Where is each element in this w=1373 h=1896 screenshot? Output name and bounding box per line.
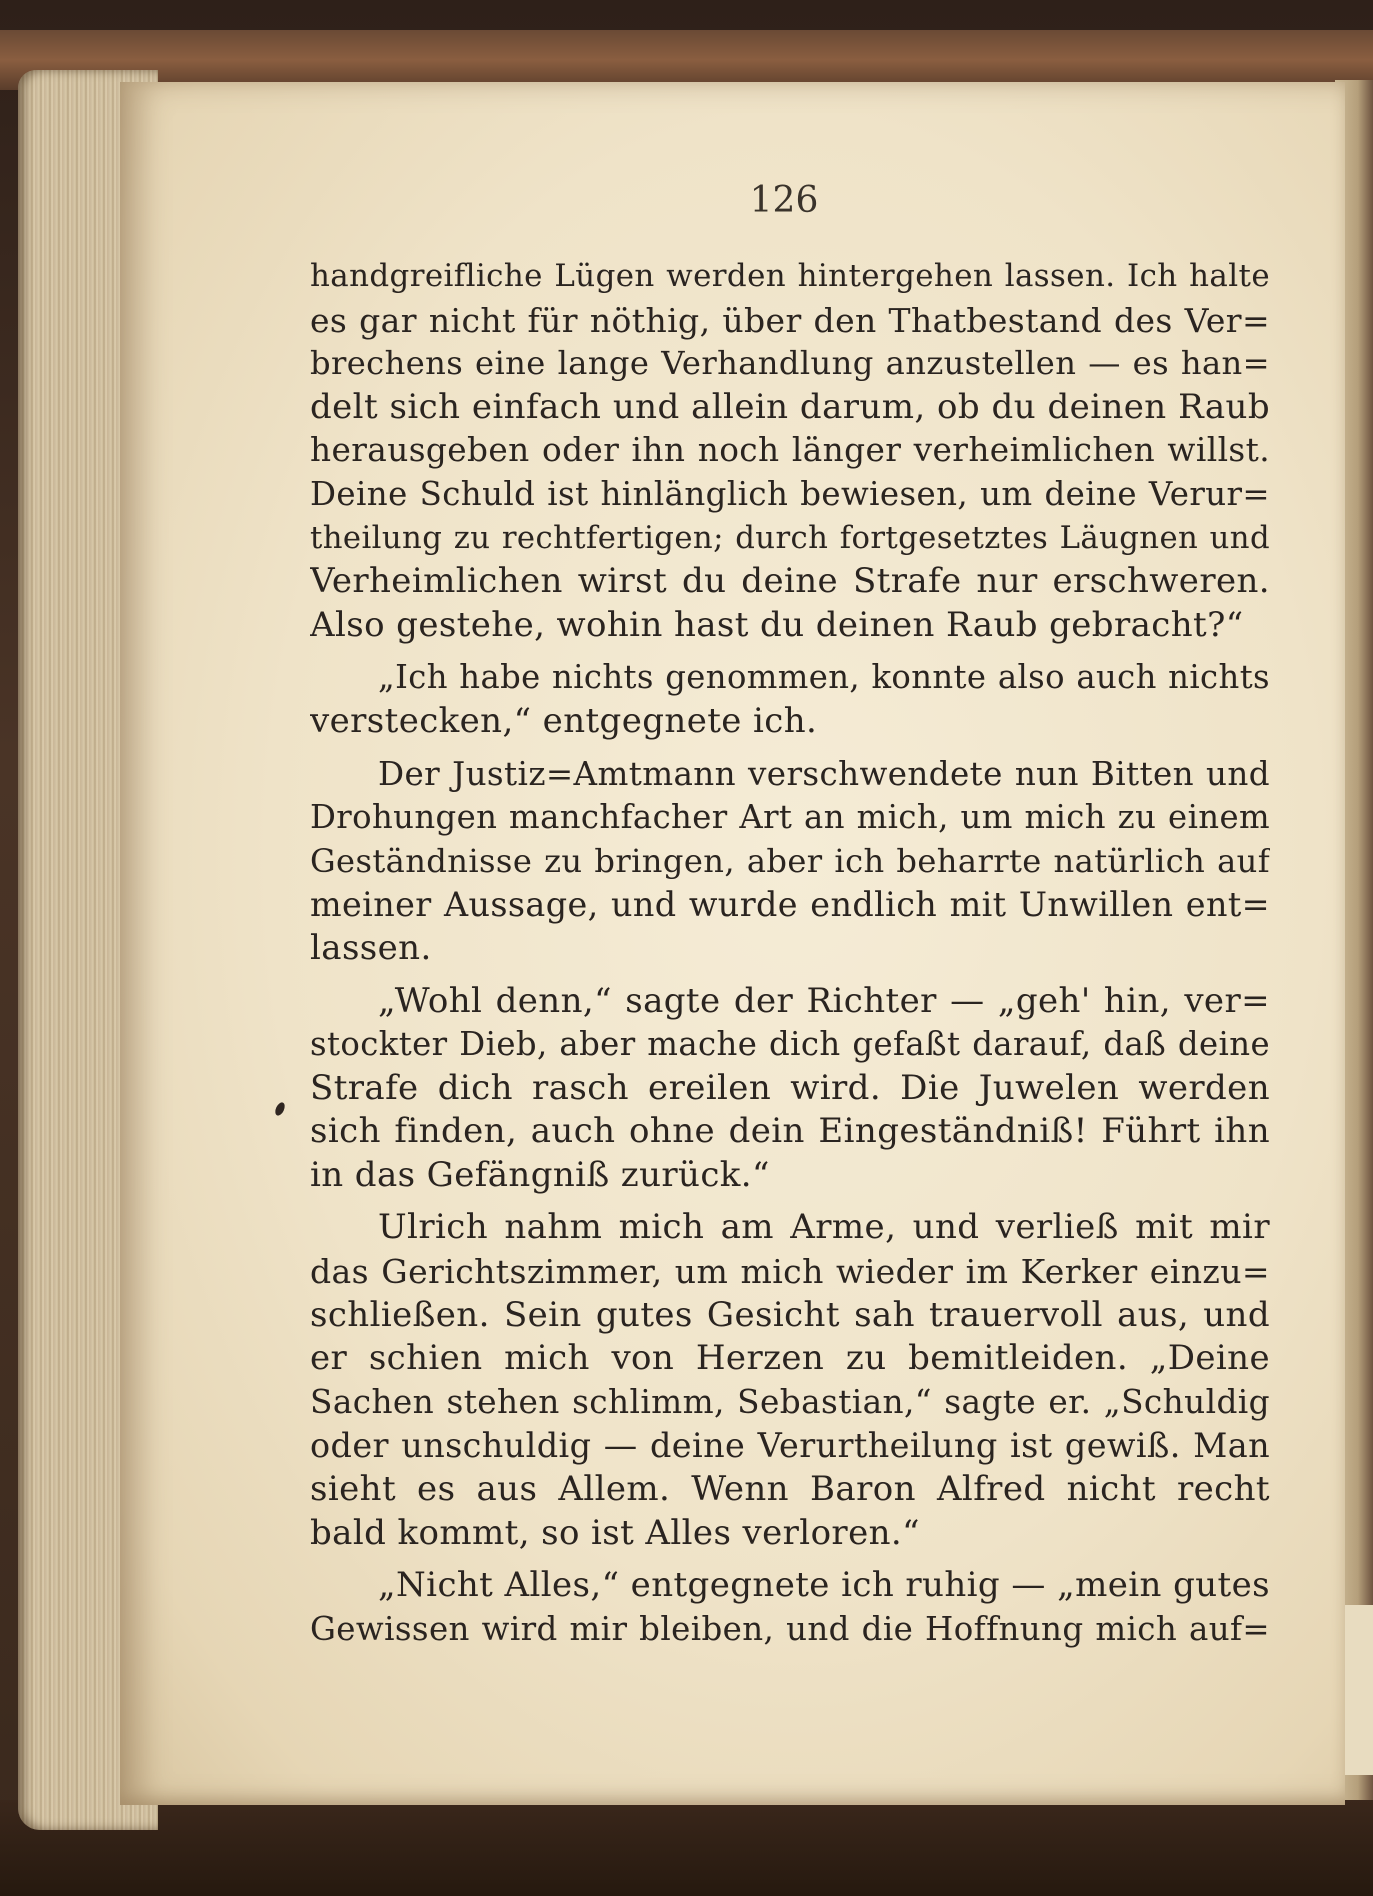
text-line: brechens eine lange Verhandlung anzustellen — es han= (310, 344, 1270, 383)
text-line: schließen. Sein gutes Gesicht sah trauervoll aus, und (310, 1294, 1270, 1335)
text-line: Sachen stehen schlimm, Sebastian,“ sagte er. „Schuldig (310, 1382, 1270, 1421)
text-line: Der Justiz=Amtmann verschwendete nun Bitten und (378, 754, 1270, 793)
text-line: sieht es aus Allem. Wenn Baron Alfred nicht recht (310, 1469, 1270, 1510)
text-line: theilung zu rechtfertigen; durch fortgesetztes Läugnen und (310, 520, 1270, 556)
text-line: „Wohl denn,“ sagte der Richter — „geh' hin, ver= (378, 980, 1270, 1021)
text-line: Ulrich nahm mich am Arme, und verließ mit mir (378, 1207, 1270, 1248)
text-line: herausgeben oder ihn noch länger verheimlichen willst. (310, 431, 1270, 470)
text-line: verstecken,“ entgegnete ich. (310, 700, 818, 741)
paragraph-gap (310, 744, 1270, 753)
text-line: Drohungen manchfacher Art an mich, um mich zu einem (310, 798, 1270, 837)
text-line: in das Gefängniß zurück.“ (310, 1154, 770, 1195)
text-line: Geständnisse zu bringen, aber ich beharrte natürlich auf (310, 841, 1270, 880)
text-line: es gar nicht für nöthig, über den Thatbestand des Ver= (310, 300, 1270, 340)
text-line: sich finden, auch ohne dein Eingeständniß! Führt ihn (310, 1111, 1270, 1152)
text-line: meiner Aussage, und wurde endlich mit Unwillen ent= (310, 885, 1270, 925)
book-cover-bottom-edge (0, 1800, 1373, 1896)
text-line: delt sich einfach und allein darum, ob du deinen Raub (310, 386, 1270, 427)
text-line: Deine Schuld ist hinlänglich bewiesen, um deine Verur= (310, 474, 1270, 513)
book-cover-top-edge (0, 30, 1373, 90)
page-number: 126 (749, 180, 819, 221)
paragraph-gap (310, 1555, 1270, 1564)
paragraph-gap (310, 647, 1270, 656)
text-line: Gewissen wird mir bleiben, und die Hoffnung mich auf= (310, 1609, 1270, 1648)
text-line: Also gestehe, wohin hast du deinen Raub gebracht?“ (310, 604, 1244, 645)
text-line: lassen. (310, 927, 432, 968)
text-line: handgreifliche Lügen werden hintergehen lassen. Ich halte (310, 258, 1270, 294)
text-line: oder unschuldig — deine Verurtheilung ist gewiß. Man (310, 1426, 1270, 1466)
text-line: „Ich habe nichts genommen, konnte also auch nichts (378, 658, 1270, 697)
text-line: „Nicht Alles,“ entgegnete ich ruhig — „mein gutes (378, 1565, 1270, 1606)
text-line: er schien mich von Herzen zu bemitleiden. „Deine (310, 1338, 1270, 1379)
text-line: stockter Dieb, aber mache dich gefaßt darauf, daß deine (310, 1025, 1270, 1064)
text-line: bald kommt, so ist Alles verloren.“ (310, 1512, 920, 1553)
text-line: das Gerichtszimmer, um mich wieder im Kerker einzu= (310, 1252, 1270, 1292)
text-line: Strafe dich rasch ereilen wird. Die Juwelen werden (310, 1067, 1270, 1108)
paragraph-gap (310, 971, 1270, 980)
body-text (310, 255, 1270, 1651)
text-line: Verheimlichen wirst du deine Strafe nur erschweren. (310, 561, 1270, 602)
paragraph-gap (310, 1197, 1270, 1206)
